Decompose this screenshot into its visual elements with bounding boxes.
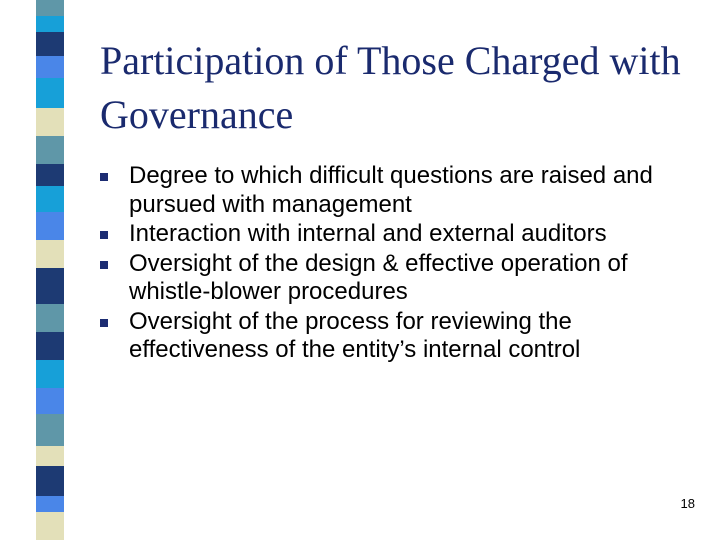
stripe-segment [36, 164, 64, 186]
stripe-segment [36, 466, 64, 496]
stripe-segment [36, 0, 64, 16]
stripe-segment [36, 78, 64, 108]
page-number: 18 [680, 496, 695, 511]
square-bullet-icon [100, 231, 108, 239]
square-bullet-icon [100, 319, 108, 327]
bullet-item [100, 162, 700, 219]
bullet-item [100, 308, 700, 365]
stripe-segment [36, 496, 64, 512]
decorative-stripe-bar [36, 0, 64, 540]
stripe-segment [36, 446, 64, 466]
bullet-item [100, 250, 700, 307]
stripe-segment [36, 240, 64, 268]
stripe-segment [36, 16, 64, 32]
slide-title: Participation of Those Charged with Governance [100, 38, 681, 137]
stripe-segment [36, 186, 64, 212]
square-bullet-icon [100, 261, 108, 269]
stripe-segment [36, 304, 64, 332]
stripe-segment [36, 56, 64, 78]
bullet-text: Oversight of the design & effective operation of whistle-blower procedures [129, 249, 628, 305]
stripe-segment [36, 32, 64, 56]
stripe-segment [36, 414, 64, 446]
bullet-text: Interaction with internal and external auditors [129, 220, 607, 247]
bullet-list [100, 162, 700, 365]
stripe-segment [36, 108, 64, 136]
bullet-item [100, 220, 700, 249]
stripe-segment [36, 360, 64, 388]
stripe-segment [36, 212, 64, 240]
square-bullet-icon [100, 173, 108, 181]
bullet-text: Oversight of the process for reviewing the effectiveness of the entity’s internal control [129, 307, 581, 363]
stripe-segment [36, 136, 64, 164]
stripe-segment [36, 388, 64, 414]
stripe-segment [36, 268, 64, 304]
stripe-segment [36, 512, 64, 540]
stripe-segment [36, 332, 64, 360]
bullet-text: Degree to which difficult questions are raised and pursued with management [129, 162, 653, 218]
